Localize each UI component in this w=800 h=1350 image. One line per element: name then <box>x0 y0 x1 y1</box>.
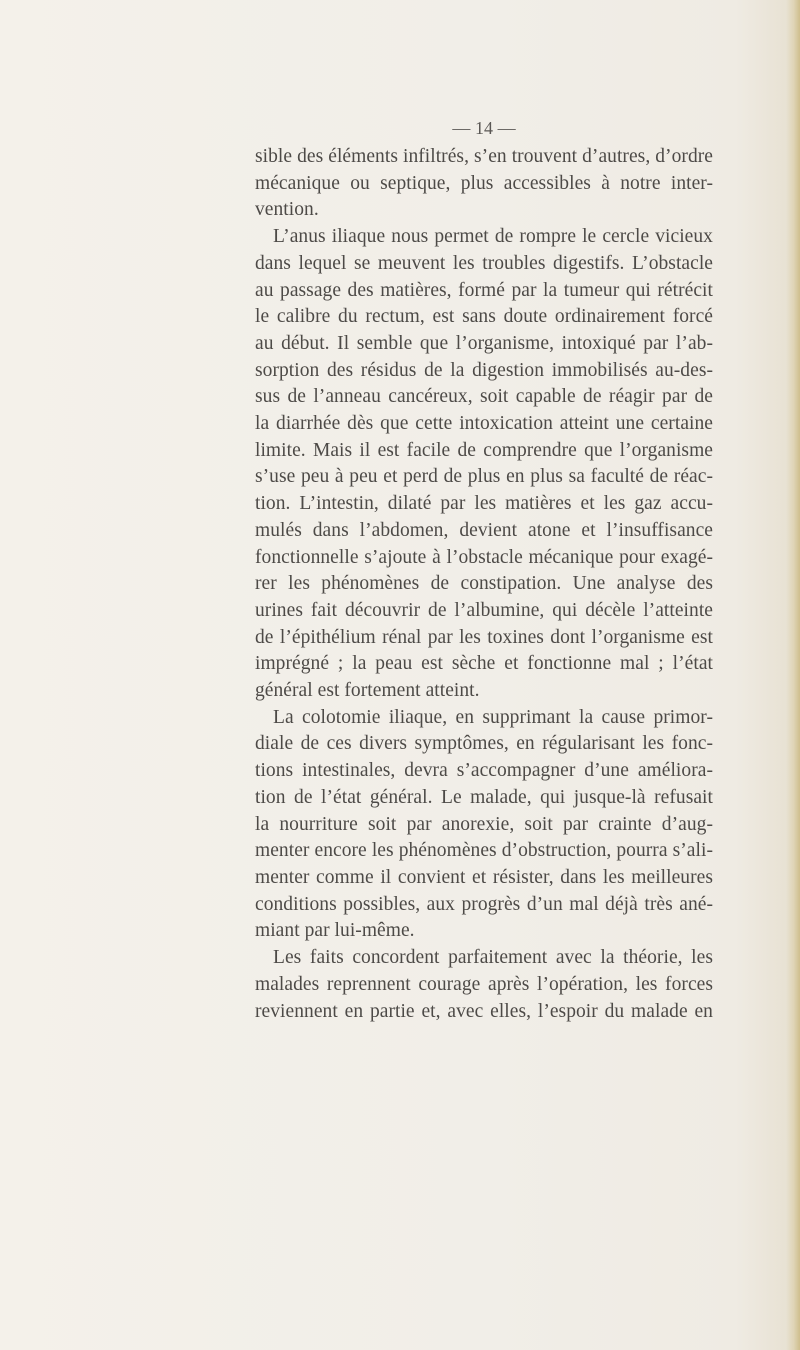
text-line: imprégné ; la peau est sèche et fonctionne mal ; l’état <box>255 653 713 675</box>
text-line: Les faits concordent parfaitement avec la théorie, les <box>273 947 713 969</box>
text-line: urines fait découvrir de l’albumine, qui décèle l’atteinte <box>255 599 713 621</box>
text-line: tions intestinales, devra s’accompagner d’une améliora- <box>255 760 713 782</box>
text-line: au passage des matières, formé par la tumeur qui rétrécit <box>255 279 713 301</box>
text-line: reviennent en partie et, avec elles, l’espoir du malade en <box>255 1000 713 1022</box>
text-line: diale de ces divers symptômes, en régularisant les fonc- <box>255 733 713 755</box>
text-line: L’anus iliaque nous permet de rompre le cercle vicieux <box>273 226 713 248</box>
text-line: le calibre du rectum, est sans doute ordinairement forcé <box>255 306 713 328</box>
text-line: La colotomie iliaque, en supprimant la cause primor- <box>273 706 713 728</box>
text-line: tion. L’intestin, dilaté par les matières et les gaz accu- <box>255 493 713 515</box>
text-line: conditions possibles, aux progrès d’un mal déjà très ané- <box>255 893 713 915</box>
text-line: sorption des résidus de la digestion immobilisés au-des- <box>255 359 713 381</box>
text-line: mulés dans l’abdomen, devient atone et l’insuffisance <box>255 519 713 541</box>
text-line: menter comme il convient et résister, dans les meilleures <box>255 866 713 888</box>
text-line: malades reprennent courage après l’opération, les forces <box>255 973 713 995</box>
page-text-block <box>255 118 713 1025</box>
page-number: — 14 — <box>452 118 516 138</box>
text-line: mécanique ou septique, plus accessibles à notre inter- <box>255 172 713 194</box>
text-line: de l’épithélium rénal par les toxines dont l’organisme est <box>255 626 713 648</box>
text-line: la diarrhée dès que cette intoxication atteint une certaine <box>255 413 713 435</box>
text-line: sus de l’anneau cancéreux, soit capable de réagir par de <box>255 386 713 408</box>
text-line: tion de l’état général. Le malade, qui jusque-là refusait <box>255 786 713 808</box>
text-line: rer les phénomènes de constipation. Une analyse des <box>255 573 713 595</box>
text-line: vention. <box>255 199 319 221</box>
text-line: général est fortement atteint. <box>255 680 480 702</box>
text-line: s’use peu à peu et perd de plus en plus sa faculté de réac- <box>255 466 713 488</box>
text-line: dans lequel se meuvent les troubles digestifs. L’obstacle <box>255 252 713 274</box>
text-line: menter encore les phénomènes d’obstruction, pourra s’ali- <box>255 840 713 862</box>
text-line: au début. Il semble que l’organisme, intoxiqué par l’ab- <box>255 332 713 354</box>
page-edge-shadow <box>786 0 800 1350</box>
text-line: la nourriture soit par anorexie, soit par crainte d’aug- <box>255 813 713 835</box>
text-line: miant par lui-même. <box>255 920 415 942</box>
text-line: fonctionnelle s’ajoute à l’obstacle mécanique pour exagé- <box>255 546 713 568</box>
text-line: limite. Mais il est facile de comprendre que l’organisme <box>255 439 713 461</box>
text-line: sible des éléments infiltrés, s’en trouvent d’autres, d’ordre <box>255 146 713 167</box>
